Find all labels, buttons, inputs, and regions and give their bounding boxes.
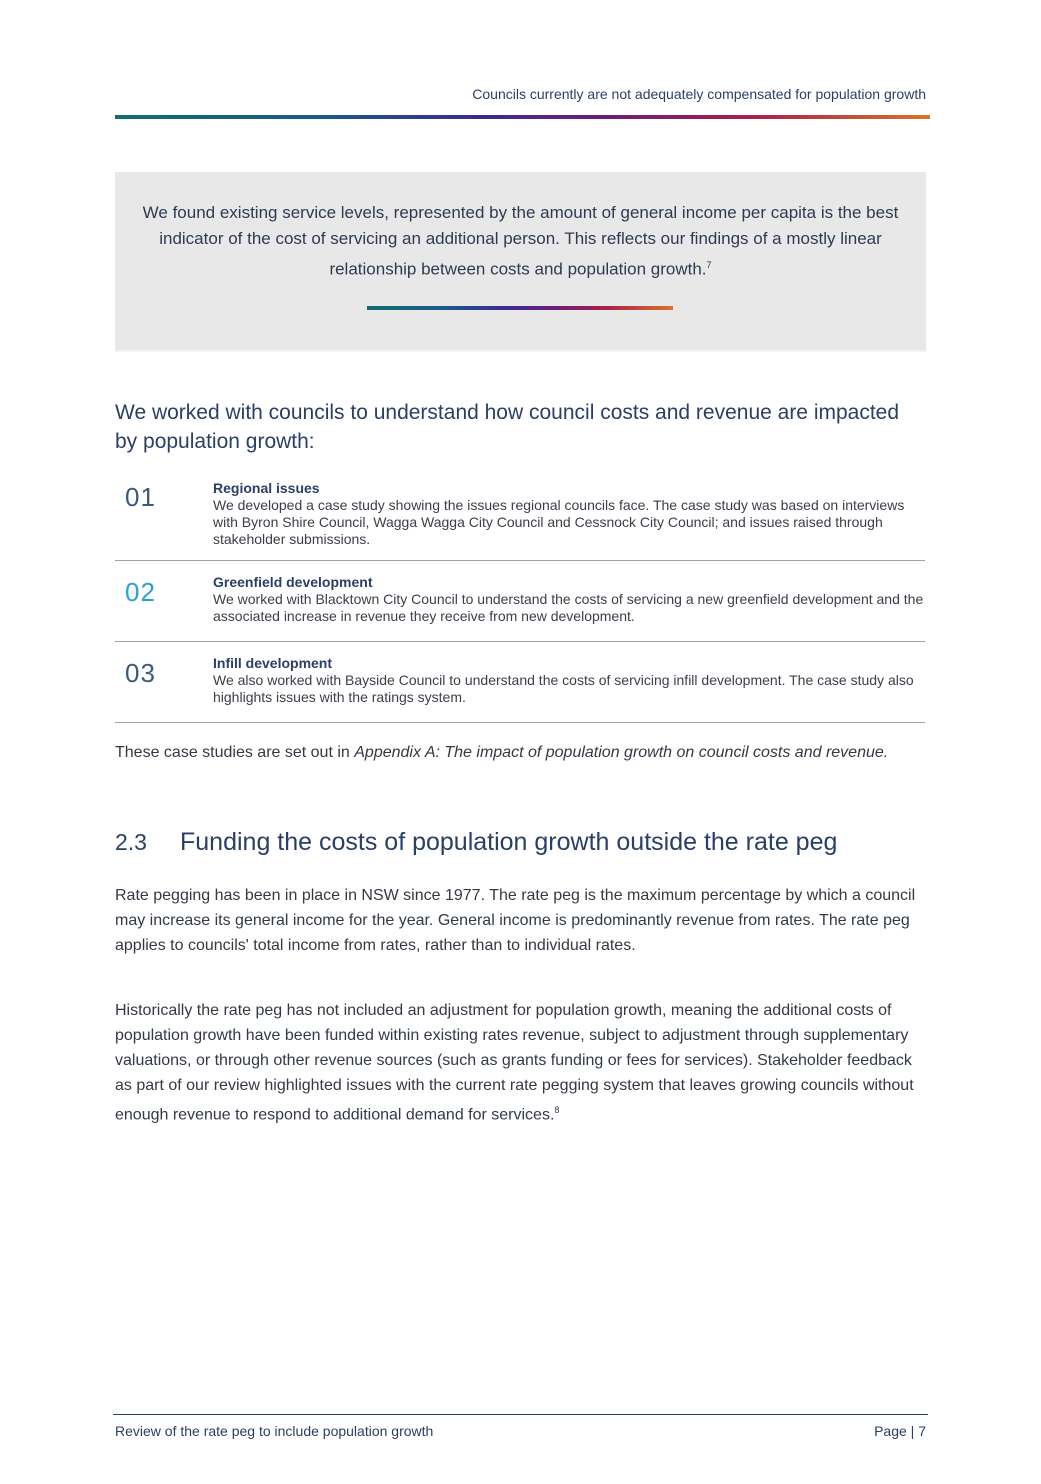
case-title: Regional issues [213, 480, 320, 496]
running-header: Councils currently are not adequately compensated for population growth [472, 86, 926, 102]
case-study-item [115, 476, 925, 561]
case-study-list [115, 476, 925, 723]
section-title: Funding the costs of population growth outside the rate peg [180, 828, 838, 856]
page-number: Page | 7 [874, 1423, 926, 1439]
footnote-ref-7[interactable]: 7 [706, 260, 712, 270]
footnote-ref-8[interactable]: 8 [554, 1105, 560, 1115]
section-heading [115, 828, 926, 857]
callout-gradient-rule [367, 306, 673, 310]
key-finding-callout [115, 172, 926, 352]
case-body [213, 642, 925, 718]
appendix-link[interactable]: Appendix A: The impact of population growth on council costs and revenue. [354, 744, 889, 761]
paragraph-text: Historically the rate peg has not included an adjustment for population growth, meaning the additional costs of population growth have been funded within existing rates revenue, subject to adjustment through supplementary valuations, or through other revenue sources (such as grants funding or fees for services). Stakeholder feedback as part of our review highlighted issues with the current rate pegging system that leaves growing councils without enough revenue to respond to additional demand for services. [115, 1002, 914, 1124]
case-number: 02 [125, 577, 156, 607]
body-paragraph [115, 998, 926, 1127]
appendix-prefix: These case studies are set out in [115, 744, 355, 761]
case-study-item [115, 642, 925, 723]
case-description: We also worked with Bayside Council to understand the costs of servicing infill development. The case study also highlights issues with the ratings system. [213, 672, 914, 705]
callout-body: We found existing service levels, represented by the amount of general income per capita is the best indicator of the cost of servicing an additional person. This reflects our findings of a mostly linear relationship between costs and population growth. [142, 203, 899, 279]
case-description: We developed a case study showing the issues regional councils face. The case study was based on interviews with Byron Shire Council, Wagga Wagga City Council and Cessnock City Council; and issues raised through stakeholder submissions. [213, 497, 905, 547]
section-number: 2.3 [115, 829, 147, 855]
header-gradient-rule [115, 115, 930, 119]
callout-text [137, 200, 904, 283]
case-number: 01 [125, 482, 156, 512]
appendix-reference [115, 740, 930, 765]
case-description: We worked with Blacktown City Council to understand the costs of servicing a new greenfield development and the associated increase in revenue they receive from new development. [213, 591, 924, 624]
case-number: 03 [125, 658, 156, 688]
lead-paragraph: We worked with councils to understand how council costs and revenue are impacted by population growth: [115, 401, 900, 453]
case-study-item [115, 561, 925, 642]
case-body [213, 561, 925, 637]
footer-rule [113, 1414, 928, 1415]
body-paragraph: Rate pegging has been in place in NSW since 1977. The rate peg is the maximum percentage by which a council may increase its general income for the year. General income is predominantly revenue from rates. The rate peg applies to councils' total income from rates, rather than to individual rates. [115, 887, 916, 954]
case-title: Infill development [213, 655, 333, 671]
case-title: Greenfield development [213, 574, 373, 590]
case-body [213, 476, 925, 560]
footer-document-title: Review of the rate peg to include population growth [115, 1423, 434, 1439]
